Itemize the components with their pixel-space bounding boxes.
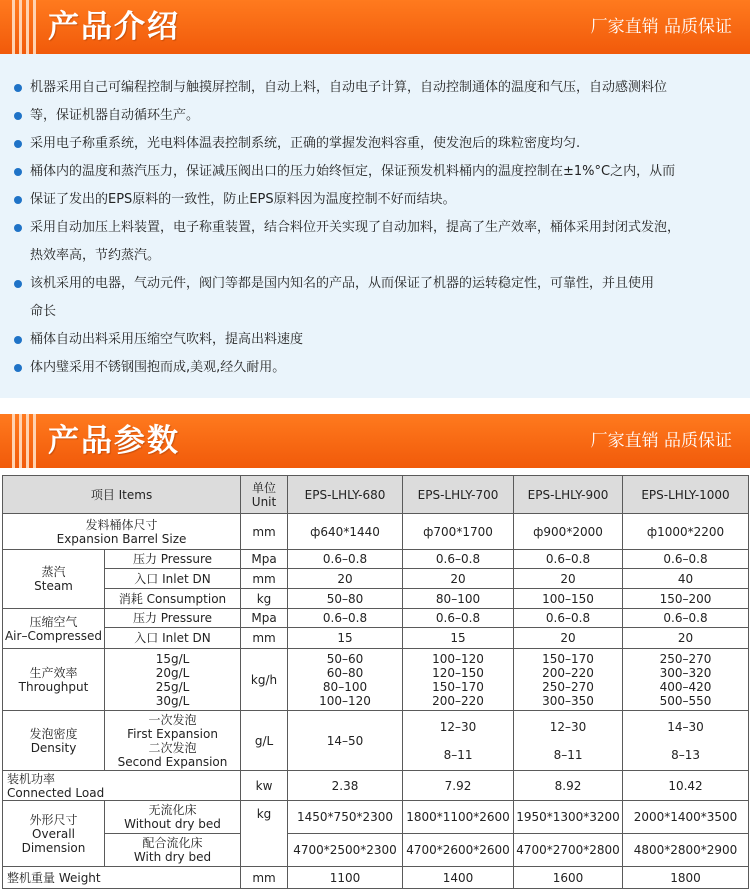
density-label-cn: 发泡密度 <box>29 726 78 741</box>
table-row <box>3 628 749 649</box>
banner-stripes-decoration <box>12 414 38 468</box>
value-cell: 20 <box>623 628 749 649</box>
value-line: 250–270 <box>542 679 594 694</box>
header-items: 项目 Items <box>3 476 241 514</box>
value-cell: 8.92 <box>514 771 623 801</box>
intro-bullet-text: 桶体内的温度和蒸汽压力，保证减压阀出口的压力始终恒定，保证预发机料桶内的温度控制在±1%°C之内，从而 <box>30 164 676 179</box>
throughput-label-en: Throughput <box>18 679 89 694</box>
unit-cell: g/L <box>241 711 288 771</box>
value-cell: 20 <box>514 569 623 589</box>
table-row <box>3 589 749 609</box>
value-line: 120–150 <box>432 665 484 680</box>
second-expansion-en: Second Expansion <box>117 754 228 769</box>
bullet-dot-icon <box>14 364 22 372</box>
unit-cell: kg <box>241 589 288 609</box>
value-cell: 0.6–0.8 <box>514 609 623 628</box>
unit-cell: mm <box>241 628 288 649</box>
intro-bullet-text: 保证了发出的EPS原料的一致性，防止EPS原料因为温度控制不好而结块。 <box>30 192 456 207</box>
bullet-dot-icon <box>14 336 22 344</box>
intro-bullet-item <box>12 270 742 298</box>
value-line: 200–220 <box>432 693 484 708</box>
intro-bullet-item <box>12 354 742 382</box>
value-cell: 20 <box>514 628 623 649</box>
value-line: 400–420 <box>659 679 712 694</box>
steam-label-en: Steam <box>34 579 73 593</box>
throughput-values-700 <box>403 649 514 711</box>
throughput-densities <box>105 649 241 711</box>
value-line: 8–13 <box>671 747 700 762</box>
table-row <box>3 550 749 569</box>
value-line: 80–100 <box>322 679 368 694</box>
intro-panel <box>0 54 750 398</box>
header-model-900: EPS-LHLY-900 <box>514 476 623 514</box>
intro-bullet-item <box>12 242 742 270</box>
dimension-label-en: Overall Dimension <box>21 826 86 855</box>
steam-pressure-label: 压力 Pressure <box>105 550 241 569</box>
value-line: 14–30 <box>667 719 704 734</box>
value-line: 8–11 <box>553 747 583 762</box>
unit-cell: mm <box>241 569 288 589</box>
table-row <box>3 711 749 771</box>
bullet-dot-icon <box>14 168 22 176</box>
barrel-value: ф700*1700 <box>403 514 514 550</box>
value-cell: 1450*750*2300 <box>288 801 403 834</box>
table-row <box>3 867 749 889</box>
value-cell: 20 <box>403 569 514 589</box>
unit-cell: kg <box>241 801 288 867</box>
dimension-label-cn: 外形尺寸 <box>29 812 78 827</box>
density-values-900 <box>514 711 623 771</box>
table-row <box>3 609 749 628</box>
value-cell: 15 <box>403 628 514 649</box>
without-dry-bed-en: Without dry bed <box>124 817 221 831</box>
intro-slogan: 厂家直销 品质保证 <box>590 17 732 37</box>
value-line: 12–30 <box>439 719 477 734</box>
density-label <box>3 711 105 771</box>
intro-bullet-text: 命长 <box>30 304 57 319</box>
value-cell: 1400 <box>403 867 514 889</box>
density-20: 20g/L <box>155 665 190 680</box>
barrel-label-cn: 发料桶体尺寸 <box>85 517 158 532</box>
steam-inlet-label: 入口 Inlet DN <box>105 569 241 589</box>
value-cell: 50–80 <box>288 589 403 609</box>
intro-bullet-text: 采用自动加压上料装置，电子称重装置，结合料位开关实现了自动加料，提高了生产效率，桶体采用封闭式发泡， <box>30 220 681 235</box>
value-cell: 40 <box>623 569 749 589</box>
value-cell: 15 <box>288 628 403 649</box>
value-cell: 0.6–0.8 <box>403 550 514 569</box>
first-expansion-en: First Expansion <box>127 726 218 741</box>
value-cell: 4700*2700*2800 <box>514 834 623 867</box>
value-cell: 2000*1400*3500 <box>623 801 749 834</box>
parameter-table <box>2 475 749 889</box>
unit-cell: mm <box>241 867 288 889</box>
unit-cell: Mpa <box>241 550 288 569</box>
intro-bullet-item <box>12 298 742 326</box>
table-row <box>3 771 749 801</box>
value-line: 500–550 <box>659 693 712 708</box>
air-label-cn: 压缩空气 <box>29 614 78 629</box>
bullet-dot-icon <box>14 280 22 288</box>
without-dry-bed-label <box>105 801 241 834</box>
value-line: 100–120 <box>432 651 484 666</box>
air-pressure-label: 压力 Pressure <box>105 609 241 628</box>
value-cell: 1950*1300*3200 <box>514 801 623 834</box>
params-slogan: 厂家直销 品质保证 <box>590 431 732 451</box>
intro-bullet-item <box>12 158 742 186</box>
header-unit-en: Unit <box>251 494 277 509</box>
with-dry-bed-label <box>105 834 241 867</box>
unit-cell: Mpa <box>241 609 288 628</box>
steam-label <box>3 550 105 609</box>
steam-label-cn: 蒸汽 <box>41 565 66 579</box>
value-cell: 1800 <box>623 867 749 889</box>
density-15: 15g/L <box>155 651 190 666</box>
header-model-700: EPS-LHLY-700 <box>403 476 514 514</box>
value-cell: 4800*2800*2900 <box>623 834 749 867</box>
density-25: 25g/L <box>155 679 190 694</box>
with-dry-bed-en: With dry bed <box>133 850 212 864</box>
value-cell: 0.6–0.8 <box>623 609 749 628</box>
intro-bullet-text: 该机采用的电器，气动元件，阀门等都是国内知名的产品，从而保证了机器的运转稳定性，可靠性，并且使用 <box>30 276 655 291</box>
throughput-values-900 <box>514 649 623 711</box>
density-value-680: 14–50 <box>288 711 403 771</box>
value-cell: 150–200 <box>623 589 749 609</box>
first-expansion-cn: 一次发泡 <box>148 712 197 727</box>
power-label-en: Connected Load <box>7 785 105 800</box>
value-cell: 4700*2600*2600 <box>403 834 514 867</box>
intro-bullet-text: 采用电子称重系统，光电料体温表控制系统，正确的掌握发泡料容重，使发泡后的珠粒密度均匀. <box>30 136 581 151</box>
value-line: 50–60 <box>326 651 364 666</box>
weight-label: 整机重量 Weight <box>3 867 241 889</box>
barrel-value: ф640*1440 <box>288 514 403 550</box>
value-line: 150–170 <box>432 679 484 694</box>
expansion-types <box>105 711 241 771</box>
value-line: 150–170 <box>542 651 594 666</box>
intro-section-title: 产品介绍 <box>48 9 180 45</box>
value-line: 200–220 <box>542 665 594 680</box>
value-cell: 1100 <box>288 867 403 889</box>
value-cell: 0.6–0.8 <box>288 609 403 628</box>
bullet-dot-icon <box>14 196 22 204</box>
value-cell: 1800*1100*2600 <box>403 801 514 834</box>
throughput-label-cn: 生产效率 <box>29 665 78 680</box>
with-dry-bed-cn: 配合流化床 <box>142 836 203 850</box>
value-cell: 80–100 <box>403 589 514 609</box>
bullet-dot-icon <box>14 112 22 120</box>
bullet-dot-icon <box>14 224 22 232</box>
value-line: 250–270 <box>659 651 712 666</box>
barrel-label-en: Expansion Barrel Size <box>56 531 187 546</box>
intro-bullet-list <box>12 74 742 382</box>
throughput-label <box>3 649 105 711</box>
value-line: 8–11 <box>443 747 473 762</box>
header-model-680: EPS-LHLY-680 <box>288 476 403 514</box>
power-label-cn: 装机功率 <box>7 771 56 786</box>
intro-bullet-item <box>12 186 742 214</box>
density-values-700 <box>403 711 514 771</box>
intro-bullet-item <box>12 130 742 158</box>
intro-bullet-item <box>12 102 742 130</box>
air-label <box>3 609 105 649</box>
unit-cell: kg/h <box>241 649 288 711</box>
header-unit <box>241 476 288 514</box>
intro-bullet-text: 等，保证机器自动循环生产。 <box>30 108 200 123</box>
second-expansion-cn: 二次发泡 <box>148 740 197 755</box>
value-cell: 0.6–0.8 <box>403 609 514 628</box>
value-cell: 0.6–0.8 <box>288 550 403 569</box>
intro-bullet-text: 热效率高，节约蒸汽。 <box>30 248 161 263</box>
table-header-row <box>3 476 749 514</box>
value-cell: 4700*2500*2300 <box>288 834 403 867</box>
header-model-1000: EPS-LHLY-1000 <box>623 476 749 514</box>
throughput-values-1000 <box>623 649 749 711</box>
air-inlet-label: 入口 Inlet DN <box>105 628 241 649</box>
value-cell: 2.38 <box>288 771 403 801</box>
value-cell: 7.92 <box>403 771 514 801</box>
barrel-size-label <box>3 514 241 550</box>
unit-cell: kw <box>241 771 288 801</box>
intro-bullet-text: 体内璧采用不锈钢围抱而成,美观,经久耐用。 <box>30 360 286 375</box>
intro-bullet-item <box>12 326 742 354</box>
barrel-value: ф1000*2200 <box>623 514 749 550</box>
barrel-unit: mm <box>241 514 288 550</box>
without-dry-bed-cn: 无流化床 <box>148 803 197 817</box>
barrel-value: ф900*2000 <box>514 514 623 550</box>
value-cell: 0.6–0.8 <box>623 550 749 569</box>
value-cell: 10.42 <box>623 771 749 801</box>
throughput-values-680 <box>288 649 403 711</box>
table-row <box>3 649 749 711</box>
bullet-dot-icon <box>14 84 22 92</box>
value-cell: 1600 <box>514 867 623 889</box>
intro-bullet-item <box>12 74 742 102</box>
params-section-title: 产品参数 <box>48 423 180 459</box>
intro-bullet-text: 桶体自动出料采用压缩空气吹料，提高出料速度 <box>30 332 304 347</box>
table-row <box>3 834 749 867</box>
density-values-1000 <box>623 711 749 771</box>
table-row <box>3 569 749 589</box>
value-cell: 20 <box>288 569 403 589</box>
value-cell: 0.6–0.8 <box>514 550 623 569</box>
power-label <box>3 771 241 801</box>
value-cell: 100–150 <box>514 589 623 609</box>
steam-consumption-label: 消耗 Consumption <box>105 589 241 609</box>
table-row <box>3 801 749 834</box>
density-label-en: Density <box>30 740 77 755</box>
value-line: 300–350 <box>542 693 594 708</box>
intro-bullet-item <box>12 214 742 242</box>
bullet-dot-icon <box>14 140 22 148</box>
table-row <box>3 514 749 550</box>
value-line: 100–120 <box>319 693 371 708</box>
value-line: 300–320 <box>659 665 712 680</box>
header-unit-cn: 单位 <box>252 480 277 495</box>
value-line: 12–30 <box>549 719 587 734</box>
intro-bullet-text: 机器采用自己可编程控制与触摸屏控制，自动上料，自动电子计算，自动控制通体的温度和气压，自动感测料位 <box>30 80 668 95</box>
banner-stripes-decoration <box>12 0 38 54</box>
params-banner <box>0 414 750 468</box>
value-line: 60–80 <box>326 665 364 680</box>
density-30: 30g/L <box>155 693 190 708</box>
intro-banner <box>0 0 750 54</box>
air-label-en: Air–Compressed <box>4 628 103 643</box>
dimension-label <box>3 801 105 867</box>
